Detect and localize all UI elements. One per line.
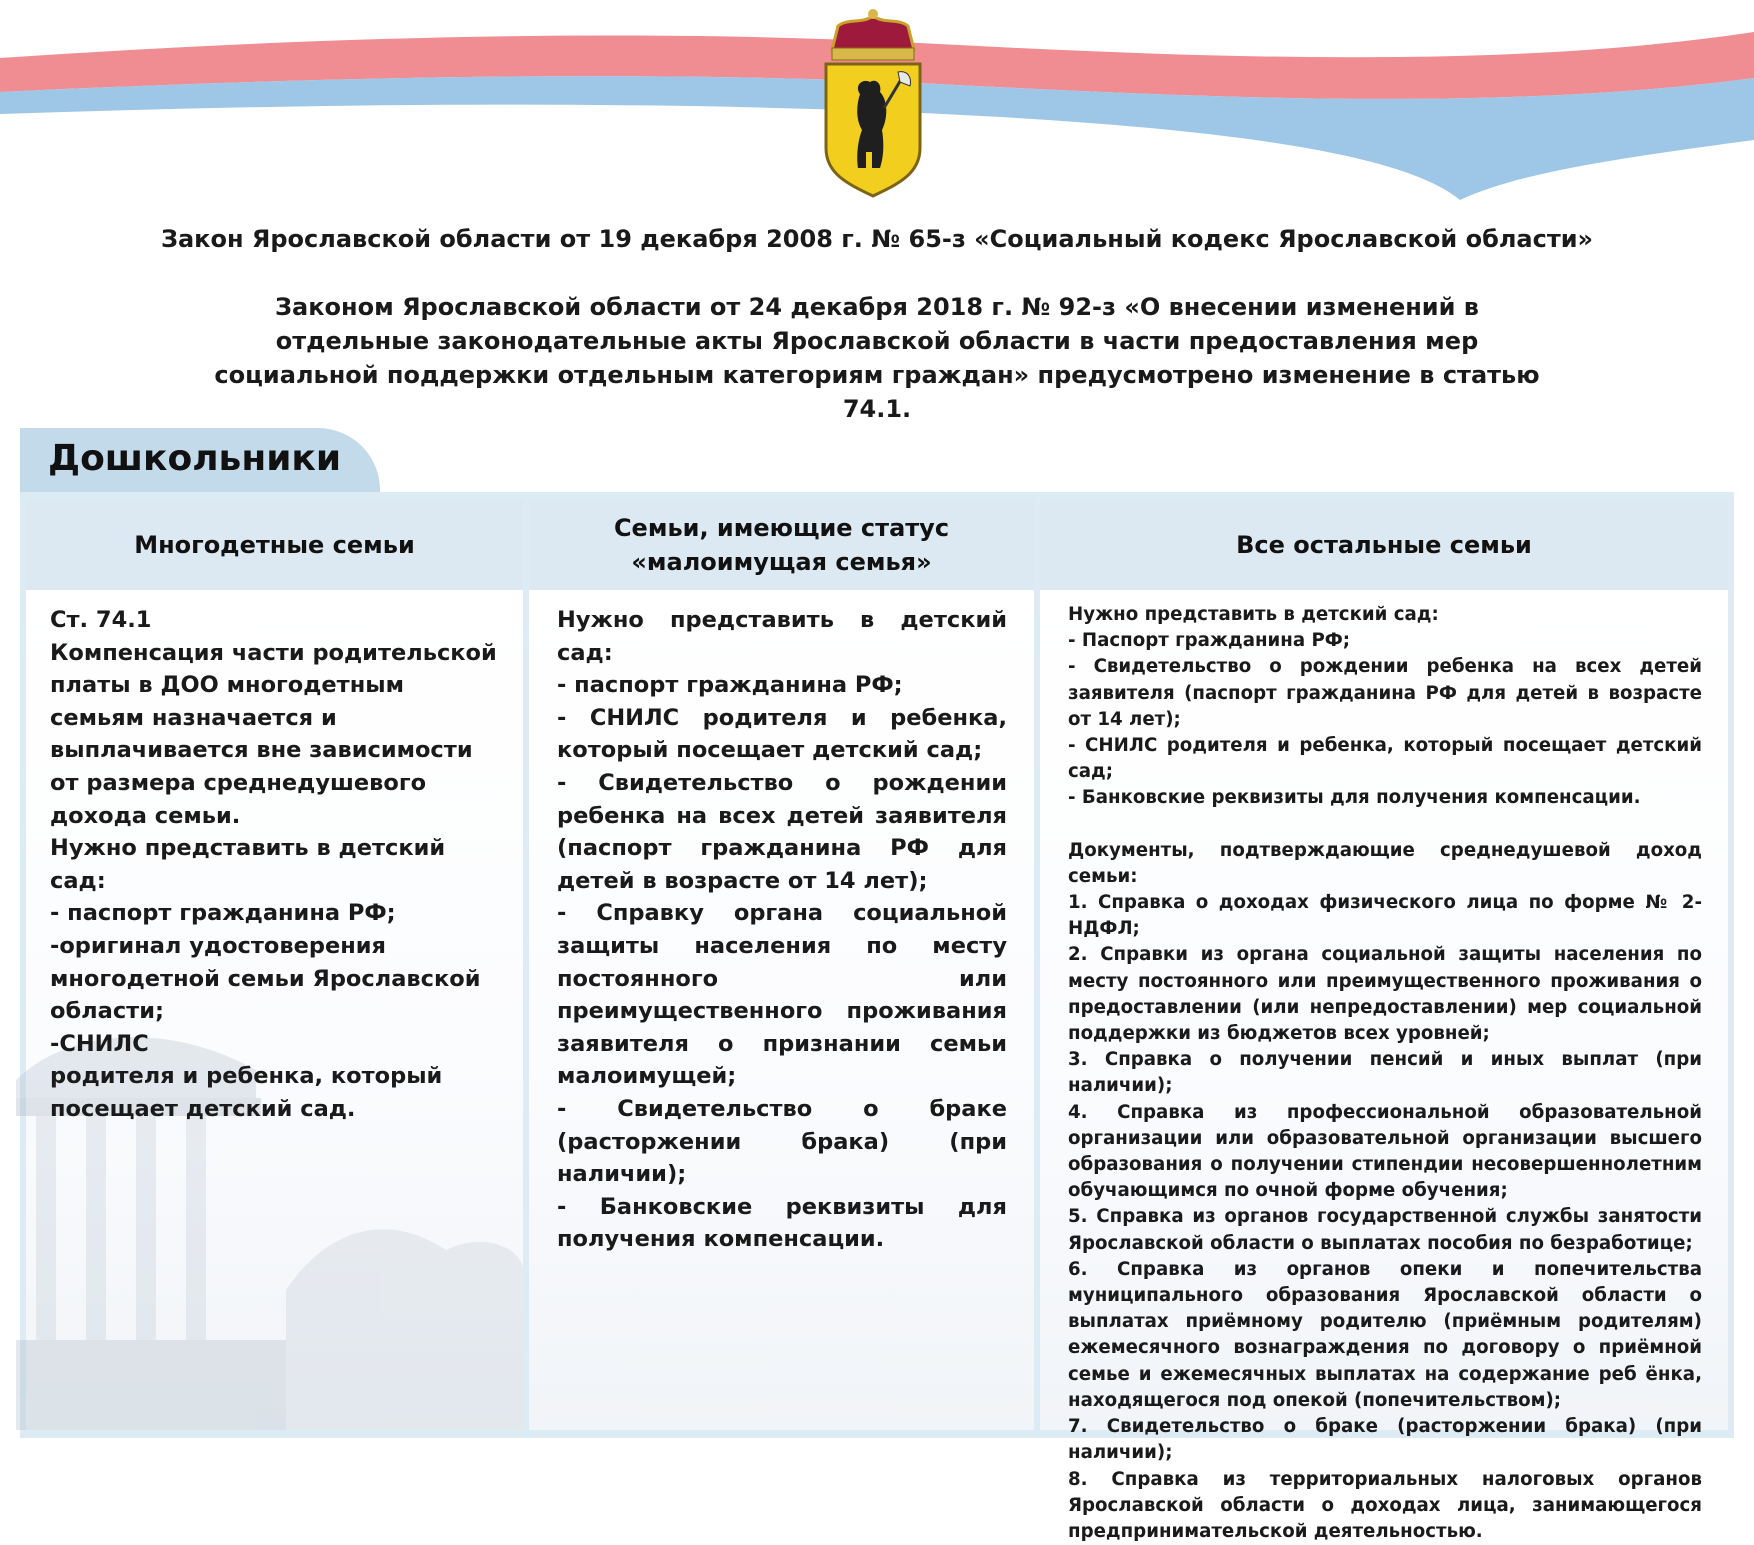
text-line: - СНИЛС родителя и ребенка, который посещает детский сад;	[557, 702, 1007, 767]
text-line: Компенсация части родительской платы в ДОО многодетным семьям назначается и выплачивается вне зависимости от размера среднедушевого дохода семьи.	[50, 637, 500, 833]
text-line: - СНИЛС родителя и ребенка, который посещает детский сад;	[1068, 733, 1702, 785]
text-line: родителя и ребенка, который посещает детский сад.	[50, 1060, 500, 1125]
column-low-income-families	[529, 500, 1034, 1430]
column-header: Многодетные семьи	[26, 500, 523, 590]
coat-of-arms-icon	[818, 8, 928, 200]
text-line: - Банковские реквизиты для получения компенсации.	[1068, 785, 1702, 811]
text-line: Нужно представить в детский сад:	[557, 604, 1007, 669]
column-body	[26, 590, 523, 1430]
column-other-families	[1040, 500, 1728, 1430]
text-line: -оригинал удостоверения многодетной семьи Ярославской области;	[50, 930, 500, 1028]
column-header: Все остальные семьи	[1040, 500, 1728, 590]
column-text	[50, 604, 500, 1126]
text-line: - Паспорт гражданина РФ;	[1068, 628, 1702, 654]
text-line: - паспорт гражданина РФ;	[557, 669, 1007, 702]
text-line: Ст. 74.1	[50, 604, 500, 637]
text-line: Документы, подтверждающие среднедушевой доход семьи:	[1068, 838, 1702, 890]
text-line: Нужно представить в детский сад:	[50, 832, 500, 897]
column-text	[1068, 602, 1702, 1545]
column-body	[529, 590, 1034, 1430]
text-line: -СНИЛС	[50, 1028, 500, 1061]
text-line: - Свидетельство о рождении ребенка на всех детей заявителя (паспорт гражданина РФ для детей в возрасте от 14 лет);	[557, 767, 1007, 897]
text-line: 1. Справка о доходах физического лица по форме № 2-НДФЛ;	[1068, 890, 1702, 942]
text-line: 6. Справка из органов опеки и попечительства муниципального образования Ярославской области о выплатах приёмному родителю (приёмным родителям) ежемесячного вознаграждения по договору о приёмной семье и ежемесячных выплатах на содержание реб ёнка, находящегося под опекой (попечительством);	[1068, 1257, 1702, 1414]
text-line: Нужно представить в детский сад:	[1068, 602, 1702, 628]
column-body	[1040, 590, 1728, 1430]
text-line: 7. Свидетельство о браке (расторжении брака) (при наличии);	[1068, 1414, 1702, 1466]
text-line: - Свидетельство о рождении ребенка на всех детей заявителя (паспорт гражданина РФ для детей в возрасте от 14 лет);	[1068, 654, 1702, 733]
column-header: Семьи, имеющие статус «малоимущая семья»	[529, 500, 1034, 590]
text-line: - Справку органа социальной защиты населения по месту постоянного или преимущественного проживания заявителя о признании семьи малоимущей;	[557, 897, 1007, 1093]
column-large-families	[26, 500, 523, 1430]
text-line: 4. Справка из профессиональной образовательной организации или образовательной организации высшего образования о получении стипендии несовершеннолетним обучающимся по очной форме обучения;	[1068, 1100, 1702, 1205]
text-line: - паспорт гражданина РФ;	[50, 897, 500, 930]
text-line: - Банковские реквизиты для получения компенсации.	[557, 1191, 1007, 1256]
benefits-table	[20, 492, 1734, 1438]
text-line: - Свидетельство о браке (расторжении брака) (при наличии);	[557, 1093, 1007, 1191]
text-line: 8. Справка из территориальных налоговых органов Ярославской области о доходах лица, занимающегося предпринимательской деятельностью.	[1068, 1467, 1702, 1545]
law-amendment-text: Законом Ярославской области от 24 декабря 2018 г. № 92-з «О внесении изменений в отдельные законодательные акты Ярославской области в части предоставления мер социальной поддержки отдельным категориям граждан» предусмотрено изменение в статью 74.1.	[195, 290, 1559, 426]
text-line: 5. Справка из органов государственной службы занятости Ярославской области о выплатах пособия по безработице;	[1068, 1204, 1702, 1256]
paragraph-gap	[1068, 812, 1702, 838]
section-title: Дошкольники	[48, 438, 341, 479]
text-line: 3. Справка о получении пенсий и иных выплат (при наличии);	[1068, 1047, 1702, 1099]
text-line: 2. Справки из органа социальной защиты населения по месту постоянного или преимущественного проживания о предоставлении (или непредоставлении) мер социальной поддержки из бюджетов всех уровней;	[1068, 942, 1702, 1047]
law-title: Закон Ярославской области от 19 декабря 2008 г. № 65-з «Социальный кодекс Ярославской области»	[0, 222, 1754, 256]
column-text	[557, 604, 1007, 1256]
